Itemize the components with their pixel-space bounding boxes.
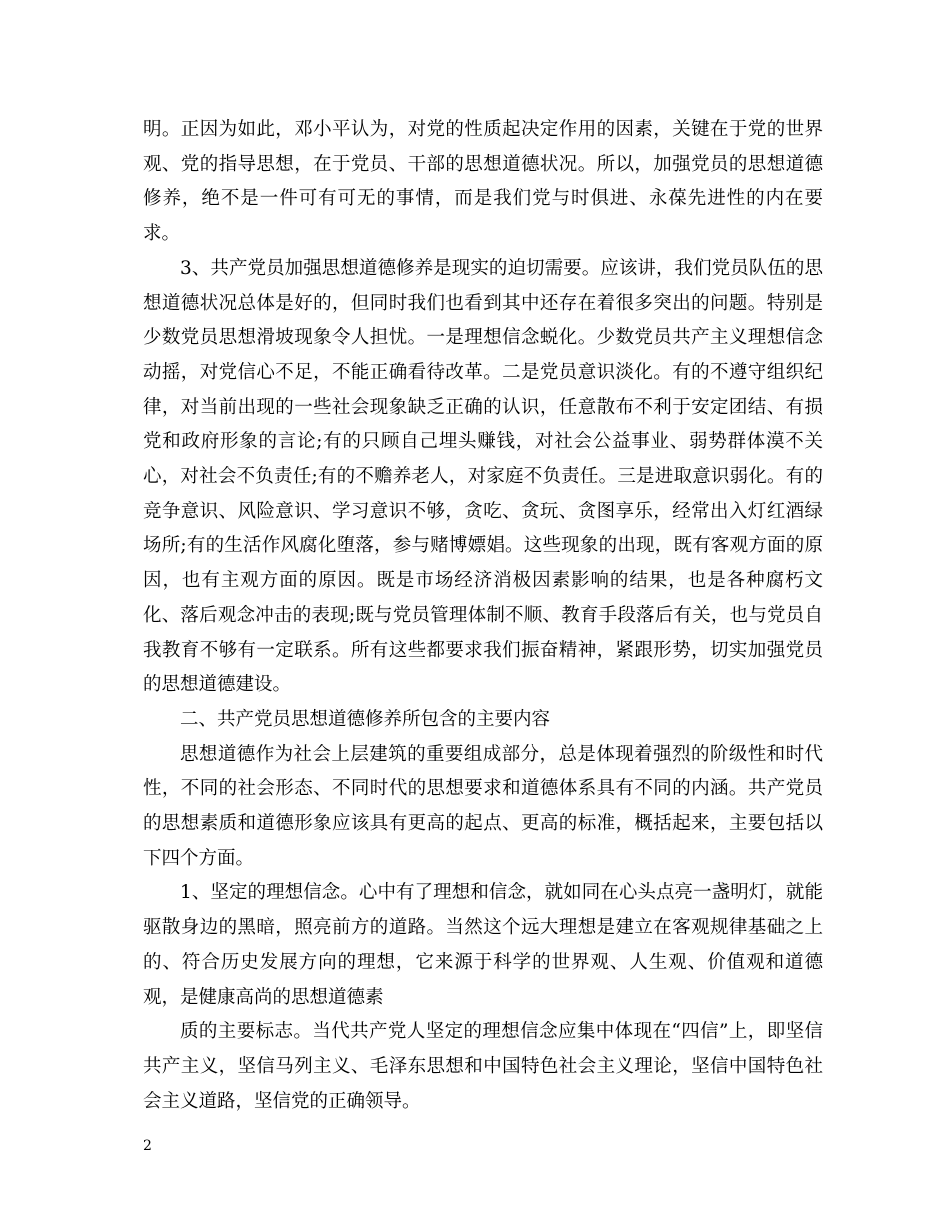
page-number: 2 [143, 1138, 152, 1154]
paragraph-3: 思想道德作为社会上层建筑的重要组成部分，总是体现着强烈的阶级性和时代性，不同的社会形态、不同时代的思想要求和道德体系具有不同的内涵。共产党员的思想素质和道德形象应该具有更高的起点、更高的标准，概括起来，主要包括以下四个方面。 [143, 743, 823, 869]
paragraph-4: 1、坚定的理想信念。心中有了理想和信念，就如同在心头点亮一盏明灯，就能驱散身边的黑暗，照亮前方的道路。当然这个远大理想是建立在客观规律基础之上的、符合历史发展方向的理想，它来源于科学的世界观、人生观、价值观和道德观，是健康高尚的思想道德素 [143, 882, 823, 1008]
document-body [143, 113, 823, 1119]
section-heading: 二、共产党员思想道德修养所包含的主要内容 [180, 708, 551, 730]
paragraph-2: 3、共产党员加强思想道德修养是现实的迫切需要。应该讲，我们党员队伍的思想道德状况总体是好的，但同时我们也看到其中还存在着很多突出的问题。特别是少数党员思想滑坡现象令人担忧。一是理想信念蜕化。少数党员共产主义理想信念动摇，对党信心不足，不能正确看待改革。二是党员意识淡化。有的不遵守组织纪律，对当前出现的一些社会现象缺乏正确的认识，任意散布不利于安定团结、有损党和政府形象的言论;有的只顾自己埋头赚钱，对社会公益事业、弱势群体漠不关心，对社会不负责任;有的不赡养老人，对家庭不负责任。三是进取意识弱化。有的竞争意识、风险意识、学习意识不够，贪吃、贪玩、贪图享乐，经常出入灯红酒绿场所;有的生活作风腐化堕落，参与赌博嫖娼。这些现象的出现，既有客观方面的原因，也有主观方面的原因。既是市场经济消极因素影响的结果，也是各种腐朽文化、落后观念冲击的表现;既与党员管理体制不顺、教育手段落后有关，也与党员自我教育不够有一定联系。所有这些都要求我们振奋精神，紧跟形势，切实加强党员的思想道德建设。 [143, 257, 823, 696]
paragraph-5: 质的主要标志。当代共产党人坚定的理想信念应集中体现在“四信”上，即坚信共产主义，坚信马列主义、毛泽东思想和中国特色社会主义理论，坚信中国特色社会主义道路，坚信党的正确领导。 [143, 1021, 823, 1112]
paragraph-1: 明。正因为如此，邓小平认为，对党的性质起决定作用的因素，关键在于党的世界观、党的指导思想，在于党员、干部的思想道德状况。所以，加强党员的思想道德修养，绝不是一件可有可无的事情，而是我们党与时俱进、永葆先进性的内在要求。 [143, 119, 823, 245]
